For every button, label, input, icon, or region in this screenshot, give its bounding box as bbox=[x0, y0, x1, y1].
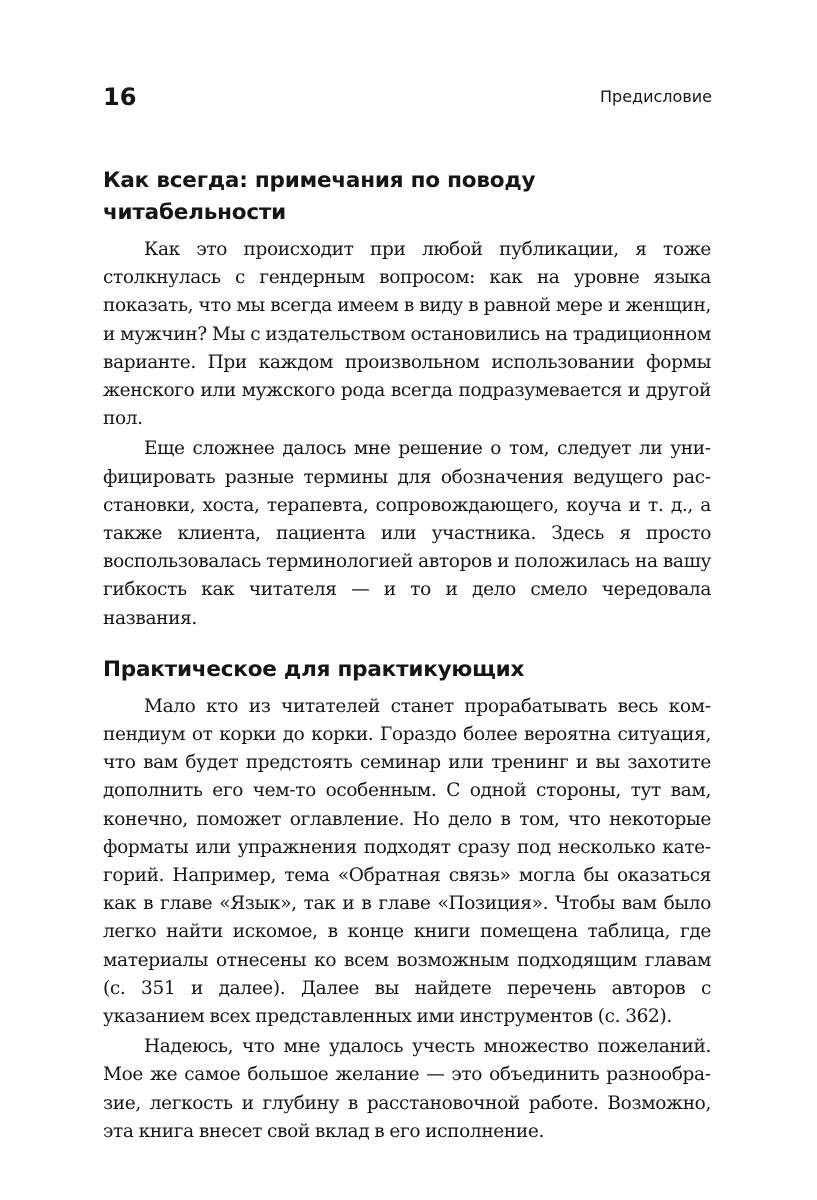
section-heading-readability: Как всегда: примечания по поводу читабельности bbox=[103, 168, 536, 225]
paragraph: Мало кто из читателей станет прорабатывать весь компендиум от корки до корки. Гораздо более вероятна ситуация, что вам будет предстоять семинар или тренинг и вы захотите дополнить его чем-то особенным. С одной стороны, тут вам, конечно, поможет оглавление. Но дело в том, что некоторые форматы или упражнения подходят сразу под несколько категорий. Например, тема «Обратная связь» могла бы оказаться как в главе «Язык», так и в главе «Позиция». Чтобы вам было легко найти искомое, в конце книги помещена таблица, где материалы отнесены ко всем возможным подходящим главам (с. 351 и далее). Далее вы найдете перечень авторов с указанием всех представленных ими инструментов (с. 362). bbox=[103, 695, 711, 1028]
paragraph: Как это происходит при любой публикации, я тоже столкнулась с гендерным вопросом: как на уровне языка показать, что мы всегда имеем в виду в равной мере и женщин, и мужчин? Мы с издательством остановились на традиционном варианте. При каждом произвольном использовании формы женского или мужского рода всегда подразумевается и другой пол. bbox=[103, 239, 711, 430]
page-body bbox=[103, 165, 711, 1146]
paragraph: Надеюсь, что мне удалось учесть множество пожеланий. Мое же самое большое желание — это объединить разнообразие, легкость и глубину в расстановочной работе. Возможно, эта книга внесет свой вклад в его исполнение. bbox=[103, 1036, 711, 1142]
running-section-title: Предисловие bbox=[600, 87, 712, 106]
running-header bbox=[103, 82, 712, 116]
page-number: 16 bbox=[103, 83, 137, 111]
paragraph: Еще сложнее далось мне решение о том, следует ли унифицировать разные термины для обозначения ведущего расстановки, хоста, терапевта, сопровождающего, коуча и т. д., а также клиента, пациента или участника. Здесь я просто воспользовалась терминологией авторов и положилась на вашу гибкость как читателя — и то и дело смело чередовала названия. bbox=[103, 438, 711, 629]
section-heading-practical: Практическое для практикующих bbox=[103, 656, 525, 682]
